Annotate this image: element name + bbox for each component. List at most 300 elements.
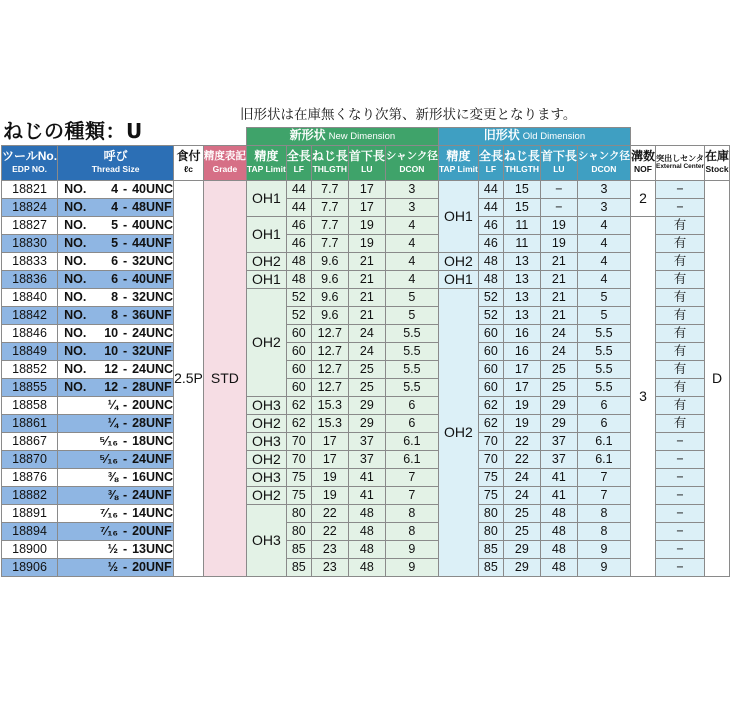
new-thlgth-cell: 17 xyxy=(311,432,348,450)
new-lf-cell: 80 xyxy=(286,522,311,540)
table-row xyxy=(2,540,730,558)
new-lu-cell: 21 xyxy=(348,270,385,288)
old-lu-cell: 19 xyxy=(540,216,577,234)
thread-size-size: ⁵⁄₁₆ xyxy=(99,452,119,466)
new-tap-limit-cell: OH2 xyxy=(246,288,286,396)
new-thlgth-cell: 22 xyxy=(311,522,348,540)
new-lu-cell: 21 xyxy=(348,288,385,306)
thread-size-no: NO. xyxy=(64,272,87,286)
thread-size-sep: - xyxy=(123,218,128,232)
old-thlgth-cell: 29 xyxy=(503,558,540,576)
col-old-lf: 全長 LF xyxy=(478,145,503,180)
thread-size-tpi: 32UNC xyxy=(132,290,174,304)
table-row xyxy=(2,342,730,360)
old-lf-cell: 85 xyxy=(478,558,503,576)
old-lu-cell: 21 xyxy=(540,306,577,324)
old-dcon-cell: 4 xyxy=(577,252,630,270)
thread-size-no: NO. xyxy=(64,182,87,196)
new-dcon-cell: 4 xyxy=(385,216,438,234)
thread-size-cell xyxy=(58,234,174,252)
new-tap-limit-cell: OH2 xyxy=(246,450,286,468)
thread-size-cell xyxy=(58,414,174,432)
col-thread-size: 呼び Thread Size xyxy=(58,145,174,180)
edp-number-cell: 18870 xyxy=(2,450,58,468)
thread-size-no: NO. xyxy=(64,236,87,250)
old-lu-cell: 29 xyxy=(540,414,577,432)
old-thlgth-cell: 11 xyxy=(503,216,540,234)
new-dcon-cell: 5.5 xyxy=(385,360,438,378)
thread-size-cell xyxy=(58,288,174,306)
new-tap-limit-cell: OH2 xyxy=(246,414,286,432)
table-row xyxy=(2,288,730,306)
old-thlgth-cell: 29 xyxy=(503,540,540,558)
thread-size-tpi: 40UNC xyxy=(132,182,174,196)
external-center-cell: − xyxy=(655,468,704,486)
old-dcon-cell: 7 xyxy=(577,468,630,486)
old-lu-cell: 25 xyxy=(540,378,577,396)
table-row xyxy=(2,468,730,486)
thread-size-size: 6 xyxy=(111,272,119,286)
thread-size-tpi: 20UNF xyxy=(132,560,172,574)
edp-number-cell: 18861 xyxy=(2,414,58,432)
new-dcon-cell: 5.5 xyxy=(385,324,438,342)
thread-size-size: 5 xyxy=(111,236,119,250)
thread-size-cell xyxy=(58,198,174,216)
thread-size-tpi: 24UNC xyxy=(132,362,174,376)
old-dimension-band: 旧形状 Old Dimension xyxy=(438,128,630,146)
old-dcon-cell: 3 xyxy=(577,198,630,216)
old-lf-cell: 60 xyxy=(478,342,503,360)
new-lf-cell: 46 xyxy=(286,216,311,234)
new-thlgth-cell: 12.7 xyxy=(311,378,348,396)
new-thlgth-cell: 15.3 xyxy=(311,414,348,432)
thread-size-cell xyxy=(58,360,174,378)
old-lu-cell: 24 xyxy=(540,324,577,342)
table-row xyxy=(2,180,730,198)
external-center-cell: − xyxy=(655,432,704,450)
new-lu-cell: 48 xyxy=(348,522,385,540)
new-lu-cell: 41 xyxy=(348,486,385,504)
table-row xyxy=(2,522,730,540)
new-lf-cell: 70 xyxy=(286,450,311,468)
new-lf-cell: 52 xyxy=(286,306,311,324)
old-lf-cell: 60 xyxy=(478,324,503,342)
old-thlgth-cell: 17 xyxy=(503,378,540,396)
old-lu-cell: 21 xyxy=(540,270,577,288)
table-row xyxy=(2,252,730,270)
old-thlgth-cell: 15 xyxy=(503,180,540,198)
thread-size-cell xyxy=(58,378,174,396)
col-new-lu: 首下長 LU xyxy=(348,145,385,180)
thread-size-size: ⅜ xyxy=(107,470,119,484)
col-edp: ツールNo. EDP NO. xyxy=(2,145,58,180)
external-center-cell: − xyxy=(655,486,704,504)
new-thlgth-cell: 7.7 xyxy=(311,180,348,198)
external-center-cell: 有 xyxy=(655,360,704,378)
thread-size-size: 10 xyxy=(104,344,119,358)
edp-number-cell: 18821 xyxy=(2,180,58,198)
external-center-cell: 有 xyxy=(655,270,704,288)
old-lu-cell: 37 xyxy=(540,450,577,468)
new-lf-cell: 46 xyxy=(286,234,311,252)
table-row xyxy=(2,306,730,324)
new-thlgth-cell: 22 xyxy=(311,504,348,522)
new-lf-cell: 48 xyxy=(286,270,311,288)
new-lf-cell: 62 xyxy=(286,414,311,432)
thread-size-size: 12 xyxy=(104,362,119,376)
old-dcon-cell: 4 xyxy=(577,270,630,288)
new-thlgth-cell: 23 xyxy=(311,558,348,576)
new-lf-cell: 75 xyxy=(286,486,311,504)
edp-number-cell: 18846 xyxy=(2,324,58,342)
old-dcon-cell: 5 xyxy=(577,306,630,324)
table-row xyxy=(2,450,730,468)
old-lu-cell: 21 xyxy=(540,288,577,306)
external-center-cell: 有 xyxy=(655,324,704,342)
external-center-cell: 有 xyxy=(655,378,704,396)
new-tap-limit-cell: OH3 xyxy=(246,396,286,414)
new-dcon-cell: 7 xyxy=(385,468,438,486)
old-lf-cell: 44 xyxy=(478,198,503,216)
old-lf-cell: 52 xyxy=(478,288,503,306)
old-thlgth-cell: 22 xyxy=(503,432,540,450)
old-lf-cell: 60 xyxy=(478,378,503,396)
table-row xyxy=(2,486,730,504)
thread-size-no: NO. xyxy=(64,326,87,340)
external-center-cell: − xyxy=(655,504,704,522)
new-lf-cell: 75 xyxy=(286,468,311,486)
old-thlgth-cell: 17 xyxy=(503,360,540,378)
table-row xyxy=(2,198,730,216)
old-dcon-cell: 5.5 xyxy=(577,324,630,342)
edp-number-cell: 18855 xyxy=(2,378,58,396)
old-lf-cell: 48 xyxy=(478,270,503,288)
new-lu-cell: 24 xyxy=(348,324,385,342)
stock-cell: D xyxy=(705,180,730,576)
edp-number-cell: 18906 xyxy=(2,558,58,576)
old-thlgth-cell: 19 xyxy=(503,414,540,432)
new-lu-cell: 19 xyxy=(348,234,385,252)
table-row xyxy=(2,234,730,252)
edp-number-cell: 18824 xyxy=(2,198,58,216)
old-thlgth-cell: 24 xyxy=(503,486,540,504)
old-lu-cell: 24 xyxy=(540,342,577,360)
new-dcon-cell: 5 xyxy=(385,288,438,306)
new-lu-cell: 48 xyxy=(348,558,385,576)
old-dcon-cell: 6.1 xyxy=(577,432,630,450)
old-tap-limit-cell: OH2 xyxy=(438,288,478,576)
new-thlgth-cell: 19 xyxy=(311,486,348,504)
old-lf-cell: 52 xyxy=(478,306,503,324)
edp-number-cell: 18852 xyxy=(2,360,58,378)
thread-size-cell xyxy=(58,306,174,324)
old-lu-cell: 19 xyxy=(540,234,577,252)
new-tap-limit-cell: OH2 xyxy=(246,486,286,504)
old-thlgth-cell: 13 xyxy=(503,270,540,288)
external-center-cell: − xyxy=(655,198,704,216)
table-row xyxy=(2,396,730,414)
thread-size-no: NO. xyxy=(64,362,87,376)
old-lf-cell: 46 xyxy=(478,216,503,234)
old-dcon-cell: 6.1 xyxy=(577,450,630,468)
external-center-cell: 有 xyxy=(655,306,704,324)
new-dcon-cell: 9 xyxy=(385,558,438,576)
old-dcon-cell: 9 xyxy=(577,558,630,576)
thread-size-sep: - xyxy=(123,524,128,538)
edp-number-cell: 18894 xyxy=(2,522,58,540)
thread-size-sep: - xyxy=(123,434,128,448)
table-row xyxy=(2,378,730,396)
old-thlgth-cell: 16 xyxy=(503,324,540,342)
new-dcon-cell: 6 xyxy=(385,414,438,432)
old-dcon-cell: 4 xyxy=(577,216,630,234)
new-tap-limit-cell: OH3 xyxy=(246,504,286,576)
edp-number-cell: 18827 xyxy=(2,216,58,234)
old-lf-cell: 60 xyxy=(478,360,503,378)
old-lu-cell: 21 xyxy=(540,252,577,270)
new-lf-cell: 52 xyxy=(286,288,311,306)
thread-size-tpi: 16UNC xyxy=(132,470,174,484)
col-new-lf: 全長 LF xyxy=(286,145,311,180)
new-tap-limit-cell: OH3 xyxy=(246,432,286,450)
old-dcon-cell: 6 xyxy=(577,414,630,432)
old-lf-cell: 80 xyxy=(478,504,503,522)
thread-size-sep: - xyxy=(123,560,128,574)
new-dcon-cell: 9 xyxy=(385,540,438,558)
thread-size-sep: - xyxy=(123,398,128,412)
new-thlgth-cell: 9.6 xyxy=(311,306,348,324)
col-old-dcon: シャンク径 DCON xyxy=(577,145,630,180)
thread-size-cell xyxy=(58,486,174,504)
new-thlgth-cell: 9.6 xyxy=(311,288,348,306)
old-dcon-cell: 5 xyxy=(577,288,630,306)
new-tap-limit-cell: OH1 xyxy=(246,216,286,252)
thread-size-cell xyxy=(58,468,174,486)
thread-size-size: 10 xyxy=(104,326,119,340)
new-lu-cell: 48 xyxy=(348,540,385,558)
thread-size-sep: - xyxy=(123,488,128,502)
old-lf-cell: 48 xyxy=(478,252,503,270)
old-lu-cell: 48 xyxy=(540,504,577,522)
old-tap-limit-cell: OH1 xyxy=(438,270,478,288)
new-lf-cell: 44 xyxy=(286,180,311,198)
thread-size-tpi: 32UNF xyxy=(132,344,172,358)
old-thlgth-cell: 13 xyxy=(503,252,540,270)
new-thlgth-cell: 12.7 xyxy=(311,324,348,342)
thread-size-size: ⁷⁄₁₆ xyxy=(100,506,119,520)
new-dcon-cell: 4 xyxy=(385,234,438,252)
thread-size-tpi: 24UNC xyxy=(132,326,174,340)
new-lf-cell: 85 xyxy=(286,558,311,576)
new-lf-cell: 60 xyxy=(286,324,311,342)
old-thlgth-cell: 24 xyxy=(503,468,540,486)
table-row xyxy=(2,360,730,378)
new-lu-cell: 17 xyxy=(348,180,385,198)
new-tap-limit-cell: OH1 xyxy=(246,270,286,288)
notice-text: 旧形状は在庫無くなり次第、新形状に変更となります。 xyxy=(240,107,577,123)
thread-size-no: NO. xyxy=(64,290,87,304)
new-dcon-cell: 5.5 xyxy=(385,378,438,396)
table-row xyxy=(2,270,730,288)
old-lf-cell: 85 xyxy=(478,540,503,558)
band-row xyxy=(2,128,730,146)
old-lf-cell: 62 xyxy=(478,396,503,414)
new-dcon-cell: 4 xyxy=(385,270,438,288)
edp-number-cell: 18867 xyxy=(2,432,58,450)
external-center-cell: − xyxy=(655,450,704,468)
thread-size-no: NO. xyxy=(64,218,87,232)
thread-size-sep: - xyxy=(123,308,128,322)
thread-size-sep: - xyxy=(123,506,128,520)
thread-size-size: 8 xyxy=(111,308,119,322)
thread-size-tpi: 18UNC xyxy=(132,434,174,448)
new-dcon-cell: 3 xyxy=(385,198,438,216)
new-dcon-cell: 4 xyxy=(385,252,438,270)
new-thlgth-cell: 23 xyxy=(311,540,348,558)
thread-size-cell xyxy=(58,504,174,522)
old-lu-cell: 25 xyxy=(540,360,577,378)
new-tap-limit-cell: OH3 xyxy=(246,468,286,486)
table-row xyxy=(2,216,730,234)
thread-size-tpi: 32UNC xyxy=(132,254,174,268)
old-dcon-cell: 5.5 xyxy=(577,360,630,378)
new-lu-cell: 21 xyxy=(348,252,385,270)
thread-size-size: ⁷⁄₁₆ xyxy=(100,524,119,538)
new-dcon-cell: 6.1 xyxy=(385,432,438,450)
external-center-cell: 有 xyxy=(655,396,704,414)
col-feed: 食付 ℓc xyxy=(174,145,204,180)
old-lf-cell: 70 xyxy=(478,432,503,450)
old-dcon-cell: 5.5 xyxy=(577,378,630,396)
new-lf-cell: 48 xyxy=(286,252,311,270)
new-dcon-cell: 5.5 xyxy=(385,342,438,360)
thread-size-cell xyxy=(58,180,174,198)
thread-size-size: 8 xyxy=(111,290,119,304)
spec-table xyxy=(1,127,730,577)
thread-size-size: ⅜ xyxy=(107,488,119,502)
edp-number-cell: 18858 xyxy=(2,396,58,414)
table-row xyxy=(2,324,730,342)
thread-size-cell xyxy=(58,342,174,360)
external-center-cell: 有 xyxy=(655,342,704,360)
old-lf-cell: 44 xyxy=(478,180,503,198)
thread-size-size: 4 xyxy=(111,182,119,196)
new-dcon-cell: 6 xyxy=(385,396,438,414)
old-dcon-cell: 5.5 xyxy=(577,342,630,360)
edp-number-cell: 18836 xyxy=(2,270,58,288)
thread-size-cell xyxy=(58,324,174,342)
new-dimension-band: 新形状 New Dimension xyxy=(246,128,438,146)
external-center-cell: 有 xyxy=(655,288,704,306)
feed-cell: 2.5P xyxy=(174,180,204,576)
old-lu-cell: 41 xyxy=(540,468,577,486)
table-row xyxy=(2,504,730,522)
thread-size-tpi: 28UNF xyxy=(132,380,172,394)
thread-size-sep: - xyxy=(123,344,128,358)
new-lu-cell: 25 xyxy=(348,378,385,396)
edp-number-cell: 18882 xyxy=(2,486,58,504)
new-tap-limit-cell: OH2 xyxy=(246,252,286,270)
external-center-cell: 有 xyxy=(655,252,704,270)
old-dcon-cell: 9 xyxy=(577,540,630,558)
external-center-cell: 有 xyxy=(655,234,704,252)
new-thlgth-cell: 7.7 xyxy=(311,198,348,216)
thread-size-size: ½ xyxy=(107,542,119,556)
thread-size-sep: - xyxy=(123,254,128,268)
thread-size-cell xyxy=(58,216,174,234)
new-dcon-cell: 7 xyxy=(385,486,438,504)
thread-size-tpi: 44UNF xyxy=(132,236,172,250)
grade-cell: STD xyxy=(203,180,246,576)
old-dcon-cell: 8 xyxy=(577,504,630,522)
thread-size-cell xyxy=(58,396,174,414)
new-lf-cell: 60 xyxy=(286,378,311,396)
old-thlgth-cell: 25 xyxy=(503,522,540,540)
old-lf-cell: 75 xyxy=(478,468,503,486)
new-lu-cell: 29 xyxy=(348,396,385,414)
thread-size-size: ½ xyxy=(107,560,119,574)
thread-size-no: NO. xyxy=(64,380,87,394)
edp-number-cell: 18833 xyxy=(2,252,58,270)
new-lu-cell: 29 xyxy=(348,414,385,432)
thread-size-size: ⁵⁄₁₆ xyxy=(99,434,119,448)
old-lu-cell: 37 xyxy=(540,432,577,450)
thread-size-size: 4 xyxy=(111,200,119,214)
thread-size-size: 6 xyxy=(111,254,119,268)
new-dcon-cell: 5 xyxy=(385,306,438,324)
table-row xyxy=(2,558,730,576)
old-lu-cell: − xyxy=(540,180,577,198)
col-old-tap-limit: 精度 TAP Limit xyxy=(438,145,478,180)
nof-cell: 2 xyxy=(630,180,655,216)
thread-size-tpi: 28UNF xyxy=(132,416,172,430)
external-center-cell: − xyxy=(655,180,704,198)
thread-size-no: NO. xyxy=(64,344,87,358)
new-lu-cell: 37 xyxy=(348,432,385,450)
new-thlgth-cell: 17 xyxy=(311,450,348,468)
thread-size-tpi: 13UNC xyxy=(132,542,174,556)
old-lu-cell: 48 xyxy=(540,540,577,558)
old-lu-cell: 29 xyxy=(540,396,577,414)
new-dcon-cell: 6.1 xyxy=(385,450,438,468)
new-dcon-cell: 8 xyxy=(385,504,438,522)
external-center-cell: − xyxy=(655,540,704,558)
old-lf-cell: 70 xyxy=(478,450,503,468)
thread-size-tpi: 40UNF xyxy=(132,272,172,286)
thread-size-sep: - xyxy=(123,236,128,250)
old-dcon-cell: 7 xyxy=(577,486,630,504)
thread-size-sep: - xyxy=(123,542,128,556)
new-thlgth-cell: 12.7 xyxy=(311,360,348,378)
new-thlgth-cell: 19 xyxy=(311,468,348,486)
thread-size-sep: - xyxy=(123,272,128,286)
thread-size-tpi: 24UNF xyxy=(132,488,172,502)
new-lu-cell: 17 xyxy=(348,198,385,216)
col-old-lu: 首下長 LU xyxy=(540,145,577,180)
old-tap-limit-cell: OH1 xyxy=(438,180,478,252)
old-lu-cell: 48 xyxy=(540,558,577,576)
external-center-cell: 有 xyxy=(655,414,704,432)
thread-size-sep: - xyxy=(123,182,128,196)
new-lf-cell: 80 xyxy=(286,504,311,522)
new-lu-cell: 25 xyxy=(348,360,385,378)
new-lf-cell: 60 xyxy=(286,360,311,378)
table-row xyxy=(2,414,730,432)
edp-number-cell: 18830 xyxy=(2,234,58,252)
page-title: ねじの種類：U xyxy=(3,119,143,143)
thread-size-cell xyxy=(58,540,174,558)
old-thlgth-cell: 13 xyxy=(503,288,540,306)
